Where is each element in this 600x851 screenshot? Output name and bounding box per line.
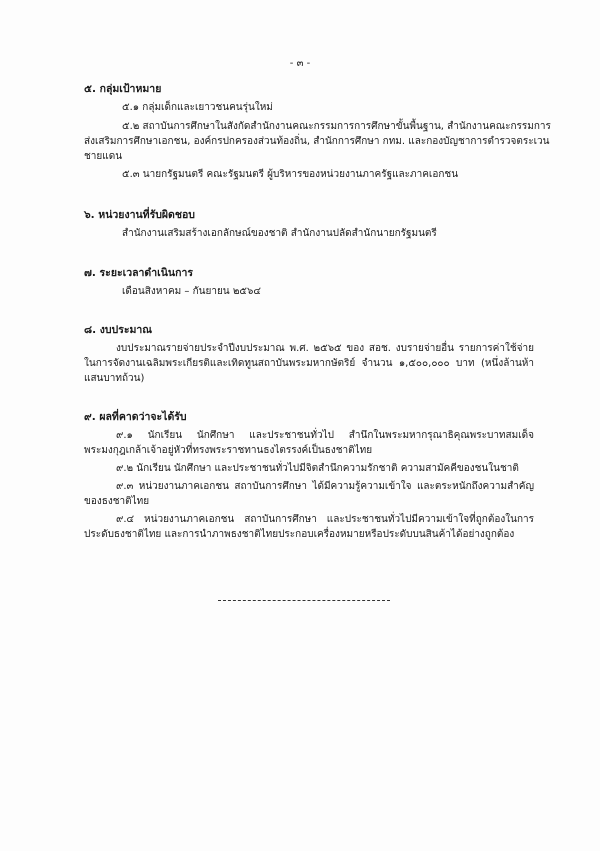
section-7-text: เดือนสิงหาคม – กันยายน ๒๕๖๔ xyxy=(122,286,261,297)
section-expected-results xyxy=(84,410,534,542)
section-6-heading: ๖. หน่วยงานที่รับผิดชอบ xyxy=(84,209,195,221)
section-duration xyxy=(84,266,534,299)
section-6-text: สำนักงานเสริมสร้างเอกลักษณ์ของชาติ สำนักงานปลัดสำนักนายกรัฐมนตรี xyxy=(122,228,437,239)
page-number: - ๓ - xyxy=(289,58,311,69)
end-divider xyxy=(218,600,390,601)
section-5-item-3: ๕.๓ นายกรัฐมนตรี คณะรัฐมนตรี ผู้บริหารของหน่วยงานภาครัฐและภาคเอกชน xyxy=(122,169,459,180)
section-5-item-1: ๕.๑ กลุ่มเด็กและเยาวชนคนรุ่นใหม่ xyxy=(122,102,273,113)
section-5-heading: ๕. กลุ่มเป้าหมาย xyxy=(84,83,162,95)
section-9-item-4: ๙.๔ หน่วยงานภาคเอกชน สถาบันการศึกษา และประชาชนทั่วไปมีความเข้าใจที่ถูกต้องในการประดับธงชาติไทย และการนำภาพธงชาติไทยประกอบเครื่องหมายหรือประดับบนสินค้าได้อย่างถูกต้อง xyxy=(84,514,534,540)
section-9-heading: ๙. ผลที่คาดว่าจะได้รับ xyxy=(84,411,187,423)
section-7-heading: ๗. ระยะเวลาดำเนินการ xyxy=(84,267,193,279)
section-target-groups xyxy=(84,82,551,182)
section-8-text: งบประมาณรายจ่ายประจำปีงบประมาณ พ.ศ. ๒๕๖๕ ของ สอช. งบรายจ่ายอื่น รายการค่าใช้จ่ายในการจัดงานเฉลิมพระเกียรติและเทิดทูนสถาบันพระมหากษัตริย์ จำนวน ๑,๕๐๐,๐๐๐ บาท (หนึ่งล้านห้าแสนบาทถ้วน) xyxy=(84,343,534,384)
section-budget xyxy=(84,323,534,386)
section-9-item-3: ๙.๓ หน่วยงานภาคเอกชน สถาบันการศึกษา ได้มีความรู้ความเข้าใจ และตระหนักถึงความสำคัญของธงชาติไทย xyxy=(84,481,534,507)
section-8-heading: ๘. งบประมาณ xyxy=(84,324,153,336)
section-9-item-1: ๙.๑ นักเรียน นักศึกษา และประชาชนทั่วไป สำนึกในพระมหากรุณาธิคุณพระบาทสมเด็จพระมงกุฎเกล้าเจ้าอยู่หัวที่ทรงพระราชทานธงไตรรงค์เป็นธงชาติไทย xyxy=(84,430,534,456)
section-5-item-2-line-2: ส่งเสริมการศึกษาเอกชน, องค์กรปกครองส่วนท้องถิ่น, สำนักการศึกษา กทม. และกองบัญชาการตำรวจตระเวน xyxy=(84,136,550,147)
section-9-item-2: ๙.๒ นักเรียน นักศึกษา และประชาชนทั่วไปมีจิตสำนึกความรักชาติ ความสามัคคีของชนในชาติ xyxy=(116,463,519,474)
section-5-item-2-line-3: ชายแดน xyxy=(84,151,123,162)
section-responsible-agency xyxy=(84,208,534,241)
section-5-item-2-line-1: ๕.๒ สถาบันการศึกษาในสังกัดสำนักงานคณะกรรมการการศึกษาขั้นพื้นฐาน, สำนักงานคณะกรรมการ xyxy=(122,121,551,132)
